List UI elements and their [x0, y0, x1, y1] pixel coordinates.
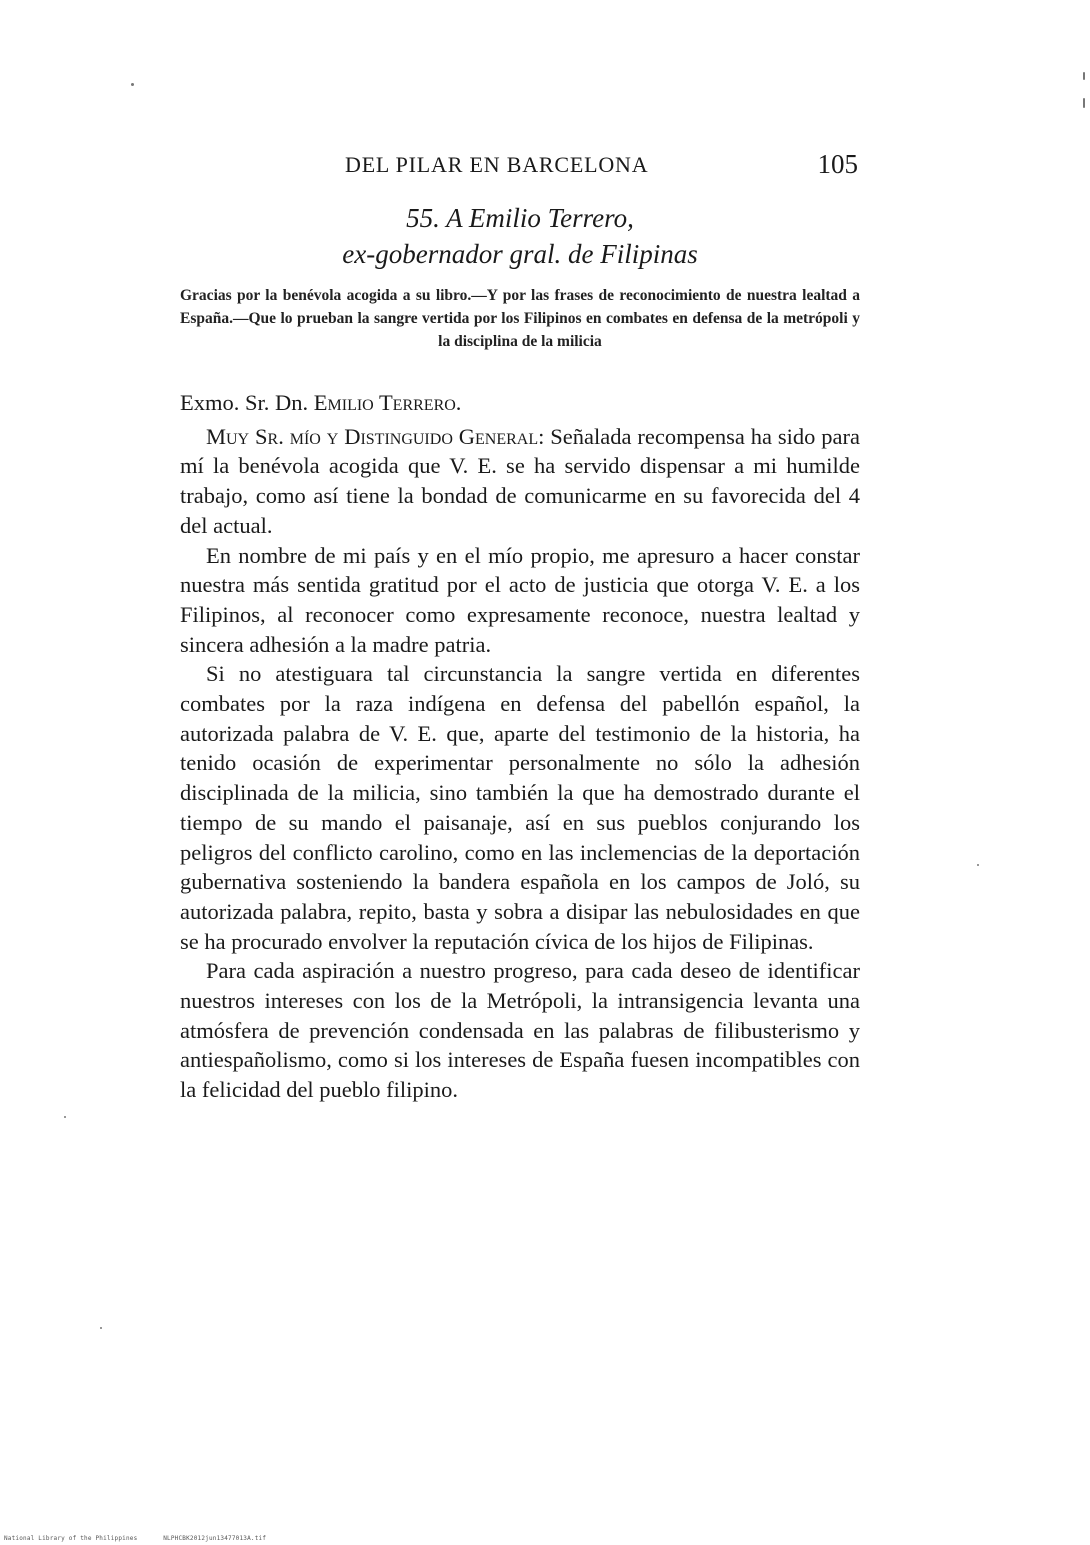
letter-heading — [180, 200, 860, 272]
salutation — [180, 388, 860, 418]
paragraph-1 — [180, 422, 860, 541]
scan-speck — [100, 1327, 102, 1329]
paragraph-1-opening: Muy Sr. mío y Distinguido General: — [206, 423, 545, 449]
scan-speck — [1083, 72, 1085, 80]
scan-footer — [4, 1535, 266, 1542]
paragraph-1-text: Señalada recompensa ha sido para mí la benévola acogida que V. E. se ha servido dispensar a mi humilde trabajo, como así tiene la bondad de comunicarme en su favorecida del 4 del actual. — [180, 423, 860, 538]
paragraph-2: En nombre de mi país y en el mío propio, me apresuro a hacer constar nuestra más sentida gratitud por el acto de justicia que otorga V. E. a los Filipinos, al reconocer como expresamente reconoce, nuestra lealtad y sincera adhesión a la madre patria. — [180, 542, 860, 657]
letter-body — [180, 388, 860, 1105]
salutation-prefix: Exmo. Sr. Dn. — [180, 390, 314, 415]
footer-file-id: NLPHCBK2012jun13477013A.tif — [163, 1535, 267, 1542]
paragraph-3: Si no atestiguara tal circunstancia la sangre vertida en diferentes combates por la raza indígena en defensa del pabellón español, la autorizada palabra de V. E. que, aparte del testimonio de la historia, ha tenido ocasión de experimentar personalmente no sólo la adhesión disciplinada de la milicia, sino también la que ha demostrado durante el tiempo de su mando el paisanaje, así en sus pueblos conjurando los peligros del conflicto carolino, como en las inclemencias de la deportación gubernativa sosteniendo la bandera española en los campos de Joló, su autorizada palabra, repito, basta y sobra a disipar las nebulosidades en que se ha procurado envolver la reputación cívica de los hijos de Filipinas. — [180, 661, 860, 954]
salutation-name: Emilio Terrero. — [313, 390, 462, 415]
running-header — [180, 149, 860, 186]
running-title: DEL PILAR EN BARCELONA — [345, 152, 649, 177]
letter-heading-line-1: 55. A Emilio Terrero, — [406, 203, 634, 233]
footer-source: National Library of the Philippines — [4, 1535, 138, 1542]
scan-speck — [131, 83, 134, 86]
letter-summary: Gracias por la benévola acogida a su libro.—Y por las frases de reconocimiento de nuestra lealtad a España.—Que lo prueban la sangre vertida por los Filipinos en combates en defensa de la metrópoli y la disciplina de la milicia — [180, 287, 860, 350]
page-number: 105 — [817, 149, 858, 179]
paragraph-4: Para cada aspiración a nuestro progreso, para cada deseo de identificar nuestros intereses con los de la Metrópoli, la intransigencia levanta una atmósfera de prevención condensada en las palabras de filibusterismo y antiespañolismo, como si los intereses de España fuesen incompatibles con la felicidad del pueblo filipino. — [180, 958, 860, 1103]
scan-speck — [977, 864, 979, 866]
letter-heading-line-2: ex-gobernador gral. de Filipinas — [342, 239, 698, 269]
scan-speck — [64, 1116, 66, 1118]
scan-speck — [1083, 98, 1085, 108]
